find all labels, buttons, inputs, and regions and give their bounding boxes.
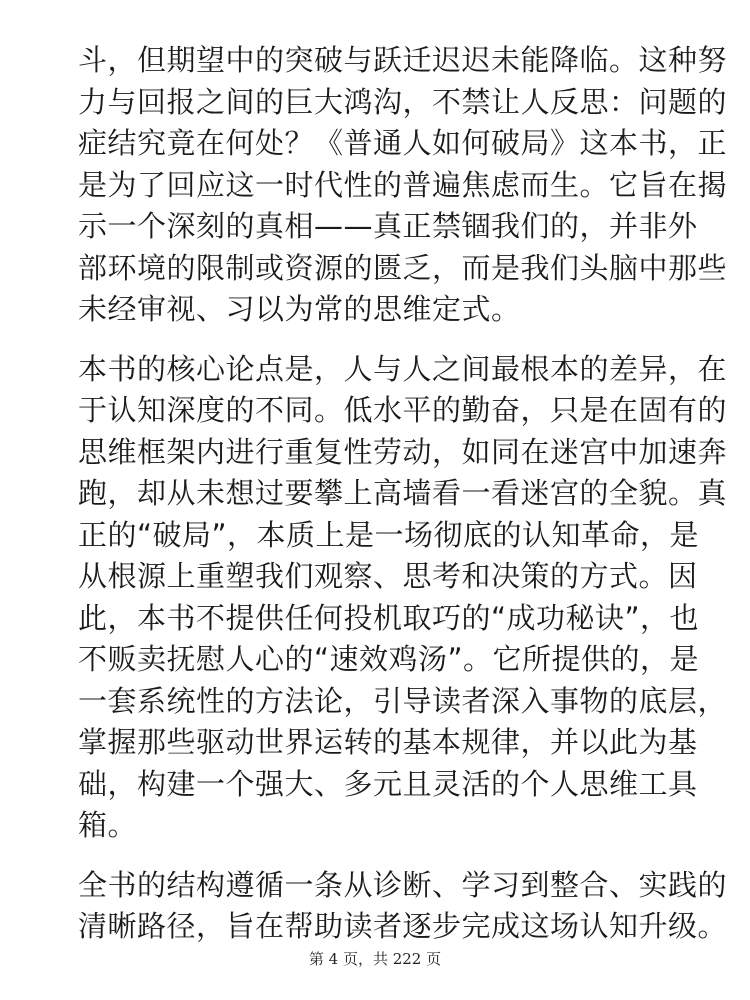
- text-line: 全书的结构遵循一条从诊断、学习到整合、实践的: [78, 867, 728, 902]
- text-line: 此，本书不提供任何投机取巧的“成功秘诀”，也: [78, 600, 700, 635]
- paragraph-3: [78, 865, 728, 948]
- document-body: [78, 40, 728, 966]
- text-line: 斗，但期望中的突破与跃迁迟迟未能降临。这种努: [78, 43, 728, 77]
- text-line: 箱。: [78, 808, 138, 842]
- text-line: 础，构建一个强大、多元且灵活的个人思维工具: [78, 766, 698, 801]
- text-line: 掌握那些驱动世界运转的基本规律，并以此为基: [78, 725, 698, 759]
- paragraph-1: [78, 40, 728, 331]
- text-line: 示一个深刻的真相——真正禁锢我们的，并非外: [78, 209, 698, 243]
- text-line: 跑，却从未想过要攀上高墙看一看迷宫的全貌。真: [78, 476, 728, 510]
- text-line: 思维框架内进行重复性劳动，如同在迷宫中加速奔: [78, 434, 728, 469]
- paragraph-2: [78, 349, 728, 847]
- page-number-footer: 第 4 页，共 222 页: [308, 950, 442, 968]
- text-line: 清晰路径，旨在帮助读者逐步完成这场认知升级。: [78, 909, 728, 943]
- text-line: 症结究竟在何处？《普通人如何破局》这本书，正: [78, 126, 728, 160]
- text-line: 力与回报之间的巨大鸿沟，不禁让人反思：问题的: [78, 84, 728, 119]
- text-line: 是为了回应这一时代性的普遍焦虑而生。它旨在揭: [78, 167, 728, 202]
- text-line: 未经审视、习以为常的思维定式。: [78, 292, 521, 326]
- text-line: 不贩卖抚慰人心的“速效鸡汤”。它所提供的，是: [78, 642, 700, 676]
- text-line: 一套系统性的方法论，引导读者深入事物的底层，: [78, 683, 728, 718]
- text-line: 部环境的限制或资源的匮乏，而是我们头脑中那些: [78, 250, 728, 285]
- text-line: 正的“破局”，本质上是一场彻底的认知革命，是: [78, 517, 700, 552]
- text-line: 于认知深度的不同。低水平的勤奋，只是在固有的: [78, 393, 728, 427]
- text-line: 从根源上重塑我们观察、思考和决策的方式。因: [78, 559, 698, 593]
- text-line: 本书的核心论点是，人与人之间最根本的差异，在: [78, 351, 728, 386]
